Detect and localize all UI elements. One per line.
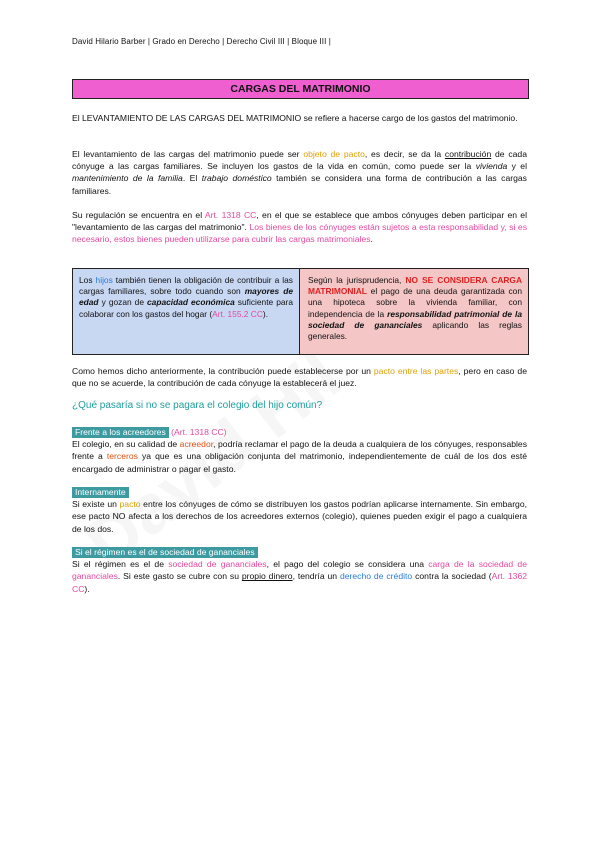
paragraph-regulacion: Su regulación se encuentra en el Art. 1318 CC, en el que se establece que ambos cónyuges deben participar en el "levantamiento de las cargas del matrimonio". Los bienes de los cónyuges están sujetos a esta responsabilidad y, si es necesario, estos bienes pueden utilizarse para cubrir las cargas matrimoniales. bbox=[72, 210, 527, 245]
highlight-derecho-credito: derecho de crédito bbox=[339, 571, 413, 582]
highlight-carga-sociedad: carga de la sociedad de gananciales bbox=[72, 559, 527, 582]
paragraph-pacto: Como hemos dicho anteriormente, la contribución puede establecerse por un pacto entre las partes, pero en caso de que no se acuerde, la contribución de cada cónyuge la establecerá el juez. bbox=[72, 366, 527, 389]
highlight-pacto: pacto bbox=[119, 499, 141, 510]
highlight-acreedor: acreedor bbox=[179, 439, 214, 450]
article-ref-155: Art. 155.2 CC bbox=[212, 308, 263, 319]
tag-frente-acreedores: Frente a los acreedores bbox=[72, 427, 169, 438]
tag-gananciales: Si el régimen es el de sociedad de gananciales bbox=[72, 547, 258, 558]
highlight-terceros: terceros bbox=[106, 451, 138, 462]
intro-paragraph bbox=[72, 112, 527, 124]
highlight-bienes: Los bienes de los cónyuges están sujetos a esta responsabilidad y, si es necesario, estos bienes pueden utilizarse para cubrir las cargas matrimoniales bbox=[72, 222, 527, 245]
article-ref-1318-b: (Art. 1318 CC) bbox=[168, 427, 227, 437]
section-title: CARGAS DEL MATRIMONIO bbox=[72, 79, 529, 99]
article-ref-1362: Art. 1362 CC bbox=[72, 571, 528, 594]
section-internamente: Internamente Si existe un pacto entre los cónyuges de cómo se distribuyen los gastos podrían aplicarse internamente. Sin embargo, ese pacto NO afecta a los derechos de los acreedores externos (colegio), quienes pueden exigir el pago a cualquiera de los dos. bbox=[72, 487, 527, 534]
page-header: David Hilario Barber | Grado en Derecho | Derecho Civil III | Bloque III | bbox=[72, 37, 331, 46]
underline-propio-dinero: propio dinero bbox=[241, 571, 293, 582]
underline-contribucion: contribución bbox=[444, 149, 492, 159]
highlight-objeto-de-pacto: objeto de pacto bbox=[303, 149, 365, 159]
box-hijos: Los hijos también tienen la obligación de contribuir a las cargas familiares, sobre todo cuando son mayores de edad y gozan de capacidad económica suficiente para colaborar con los gastos del hogar (Art. 155.2 CC). bbox=[73, 269, 300, 354]
tag-internamente: Internamente bbox=[72, 487, 129, 498]
section-acreedores: Frente a los acreedores (Art. 1318 CC) El colegio, en su calidad de acreedor, podría reclamar el pago de la deuda a cualquiera de los cónyuges, responsables frente a terceros ya que es una obligación conjunta del matrimonio, independientemente de cuál de los dos esté encargado de administrar o pagar el gasto. bbox=[72, 427, 528, 474]
intro-text: El LEVANTAMIENTO DE LAS CARGAS DEL MATRIMONIO se refiere a hacerse cargo de los gastos del matrimonio. bbox=[72, 113, 518, 123]
highlight-hijos: hijos bbox=[95, 275, 113, 285]
info-boxes bbox=[72, 268, 529, 355]
highlight-pacto-partes: pacto entre las partes bbox=[373, 366, 459, 376]
highlight-no-carga: NO SE CONSIDERA CARGA MATRIMONIAL bbox=[308, 275, 522, 297]
section-gananciales: Si el régimen es el de sociedad de gananciales Si el régimen es el de sociedad de gananciales, el pago del colegio se considera una carga de la sociedad de gananciales. Si este gasto se cubre con su propio dinero, tendría un derecho de crédito contra la sociedad (Art. 1362 CC). bbox=[72, 547, 528, 594]
question-heading: ¿Qué pasaría si no se pagara el colegio del hijo común? bbox=[72, 400, 323, 411]
paragraph-levantamiento: El levantamiento de las cargas del matrimonio puede ser objeto de pacto, es decir, se da la contribución de cada cónyuge a las cargas familiares. Se incluyen los gastos de la vida en común, como puede ser la vivienda y el mantenimiento de la familia. El trabajo doméstico también se considera una forma de contribución a las cargas familiares. bbox=[72, 149, 527, 196]
article-ref-1318: Art. 1318 CC bbox=[204, 210, 257, 220]
box-jurisprudencia: Según la jurisprudencia, NO SE CONSIDERA CARGA MATRIMONIAL el pago de una deuda garantizada con una hipoteca sobre la vivienda familiar, con independencia de la responsabilidad patrimonial de la sociedad de gananciales aplicando las reglas generales. bbox=[300, 269, 528, 354]
highlight-sociedad-gananciales: sociedad de gananciales bbox=[168, 559, 267, 570]
